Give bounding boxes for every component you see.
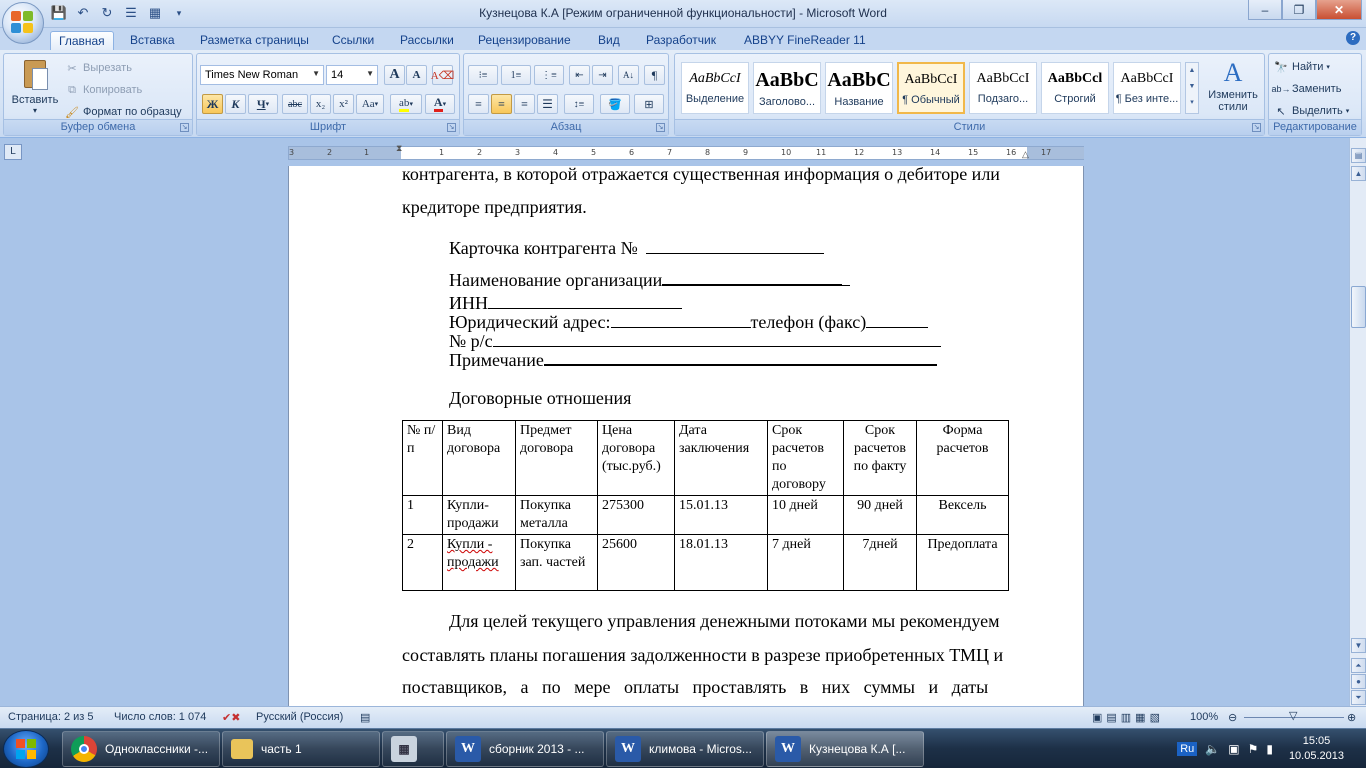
line-spacing-icon: ↕≡ — [573, 98, 585, 110]
note-label: Примечание — [449, 350, 544, 370]
doc-line: кредиторе предприятия. — [402, 197, 587, 217]
window-title: Кузнецова К.А [Режим ограниченной функциональности] - Microsoft Word — [479, 6, 887, 20]
ruler-tick: 7 — [667, 148, 673, 157]
ruler-tick: 10 — [781, 148, 792, 157]
style-name: Выделение — [685, 93, 745, 105]
ruler-tick: 4 — [553, 148, 559, 157]
cursor-icon: ↖ — [1276, 105, 1286, 118]
ruler-tick: 2 — [327, 148, 333, 157]
highlight-button[interactable] — [390, 94, 422, 114]
taskbar-item-label: Одноклассники -... — [105, 742, 209, 756]
table-cell: 1 — [403, 496, 443, 535]
table-cell: 275300 — [598, 496, 675, 535]
paragraph-group-label: Абзац — [464, 119, 668, 135]
close-button[interactable]: ✕ — [1316, 0, 1362, 20]
contracts-table[interactable] — [402, 420, 1009, 591]
increase-indent-icon: ⇥ — [598, 69, 607, 81]
editing-group-label: Редактирование — [1269, 119, 1361, 135]
word-icon: W — [615, 736, 641, 762]
font-dialog-launcher-icon[interactable]: ↘ — [448, 124, 455, 131]
scroll-down-button[interactable]: ▼ — [1351, 638, 1366, 653]
taskbar-item-folder[interactable] — [222, 731, 380, 767]
word-icon: W — [775, 736, 801, 762]
document-area[interactable] — [0, 166, 1349, 706]
fill-line — [866, 314, 928, 328]
card-title: Карточка контрагента № — [449, 238, 638, 258]
ruler-tick: 16 — [1006, 148, 1017, 157]
calculator-icon: ▦ — [391, 736, 417, 762]
doc-line: составлять планы погашения задолженности в разрезе приобретенных ТМЦ и — [402, 645, 1004, 665]
chevron-down-icon: ▾ — [442, 100, 447, 108]
next-page-button[interactable]: ⏷ — [1351, 690, 1366, 705]
ruler-right-margin — [1027, 147, 1084, 159]
find-label: Найти — [1292, 61, 1324, 73]
tab-selector[interactable]: L — [4, 144, 22, 160]
clear-formatting-icon: A⌫ — [430, 69, 455, 82]
address-line — [449, 312, 928, 333]
taskbar-item-label: сборник 2013 - ... — [489, 742, 585, 756]
font-name-combo[interactable] — [200, 65, 324, 85]
folder-icon — [231, 739, 253, 759]
taskbar-item-label: часть 1 — [261, 742, 302, 756]
style-sample: AaBbCcI — [904, 72, 958, 87]
header-cell: Предмет договора — [516, 421, 598, 496]
fill-line — [646, 240, 824, 254]
paste-label: Вставить — [11, 94, 59, 106]
tab-home[interactable]: Главная — [50, 31, 114, 50]
font-group-label: Шрифт — [197, 119, 459, 135]
table-header-row — [403, 421, 1009, 496]
ruler-tick: 13 — [892, 148, 903, 157]
language-indicator[interactable]: Ru — [1177, 742, 1197, 756]
select-button[interactable] — [1273, 103, 1349, 119]
font-size-combo[interactable] — [326, 65, 378, 85]
redo-icon[interactable]: ↻ — [101, 5, 113, 20]
fill-line — [544, 352, 937, 366]
tab-page-layout[interactable]: Разметка страницы — [200, 33, 309, 47]
justify-icon: ☰ — [542, 96, 553, 111]
style-name: Строгий — [1054, 93, 1096, 105]
header-cell: № п/п — [403, 421, 443, 496]
align-left-button[interactable] — [468, 94, 489, 114]
table-icon[interactable]: ▦ — [148, 5, 162, 20]
taskbar-item-calculator[interactable] — [382, 731, 444, 767]
fill-line — [488, 295, 682, 309]
style-sample: AaBbC — [827, 69, 891, 91]
tab-insert[interactable]: Вставка — [130, 33, 175, 47]
change-styles-icon: A — [1223, 58, 1243, 87]
decrease-indent-icon: ⇤ — [575, 69, 584, 81]
italic-button[interactable] — [225, 94, 246, 114]
doc-line: контрагента, в которой отражается существенная информация о дебиторе или — [402, 166, 1000, 184]
paragraph-dialog-launcher-icon[interactable]: ↘ — [657, 124, 664, 131]
numbering-list-icon: 1≡ — [510, 69, 522, 81]
language[interactable]: Русский (Россия) — [256, 711, 344, 723]
find-button[interactable] — [1273, 59, 1330, 75]
underline-label: Ч — [256, 96, 266, 111]
scroll-thumb[interactable] — [1351, 286, 1366, 328]
zoom-level[interactable]: 100% — [1190, 711, 1219, 723]
window-controls — [1248, 0, 1362, 20]
vertical-scrollbar[interactable] — [1349, 138, 1366, 706]
font-name-value: Times New Roman — [205, 69, 299, 81]
superscript-label: x² — [339, 98, 348, 110]
status-bar — [0, 706, 1366, 728]
bold-label: Ж — [206, 96, 219, 111]
save-icon[interactable]: 💾 — [50, 5, 68, 20]
font-color-icon: A — [434, 96, 443, 112]
clear-formatting-button[interactable] — [432, 65, 453, 85]
clipboard-dialog-launcher-icon[interactable]: ↘ — [181, 124, 188, 131]
cut-label: Вырезать — [83, 62, 132, 74]
style-emphasis[interactable] — [681, 62, 749, 114]
scissors-icon: ✂ — [67, 62, 77, 75]
justify-button[interactable] — [537, 94, 558, 114]
word-count[interactable]: Число слов: 1 074 — [114, 711, 207, 723]
copy-button[interactable] — [64, 82, 142, 98]
grow-font-button[interactable] — [384, 65, 405, 85]
tab-developer[interactable]: Разработчик — [646, 33, 716, 47]
previous-page-button[interactable]: ⏶ — [1351, 658, 1366, 673]
zoom-in-icon[interactable]: ⊕ — [1347, 712, 1357, 724]
zoom-thumb[interactable]: ▽ — [1289, 710, 1298, 722]
maximize-button[interactable]: ❐ — [1282, 0, 1316, 20]
multilevel-list-button[interactable] — [534, 65, 564, 85]
table-cell: 10 дней — [768, 496, 844, 535]
style-strong[interactable] — [1041, 62, 1109, 114]
align-right-button[interactable] — [514, 94, 535, 114]
taskbar-item-word-2[interactable] — [606, 731, 764, 767]
ruler-tick: 3 — [289, 148, 295, 157]
macro-recording-icon[interactable]: ▤ — [360, 712, 371, 724]
styles-scroll[interactable]: ▲ ▼ ▾ — [1185, 62, 1199, 114]
style-name: Подзаго... — [977, 93, 1029, 105]
word-icon: W — [455, 736, 481, 762]
undo-icon[interactable]: ↶ — [77, 5, 89, 20]
ruler-tick: 11 — [816, 148, 827, 157]
style-title[interactable] — [825, 62, 893, 114]
copy-label: Копировать — [83, 84, 143, 96]
doc-line: поставщиков, а по мере оплаты проставлять в них суммы и даты — [402, 677, 989, 697]
ruler-tick: 5 — [591, 148, 597, 157]
table-cell: Предоплата — [917, 535, 1009, 591]
styles-group — [674, 53, 1265, 136]
subscript-button[interactable] — [310, 94, 331, 114]
fill-line — [662, 272, 842, 286]
borders-icon: ⊞ — [644, 98, 654, 111]
table-cell: 90 дней — [844, 496, 917, 535]
clipboard-group — [3, 53, 193, 136]
org-name-label: Наименование организации — [449, 270, 663, 290]
table-cell: 25600 — [598, 535, 675, 591]
font-size-value: 14 — [331, 69, 344, 81]
style-name: ¶ Обычный — [902, 94, 960, 106]
paste-dropdown-icon: ▾ — [32, 106, 37, 115]
signal-icon[interactable]: ▮ — [1266, 742, 1273, 756]
font-group — [196, 53, 460, 136]
contracts-heading: Договорные отношения — [449, 388, 632, 408]
ruler-tick: 17 — [1041, 148, 1052, 157]
multilevel-list-icon: ⋮≡ — [541, 69, 557, 81]
ruler-row — [0, 138, 1366, 166]
fill-line — [611, 314, 751, 328]
org-name-line — [449, 270, 850, 291]
table-cell: 2 — [403, 535, 443, 591]
network-icon[interactable]: ▣ — [1228, 742, 1240, 756]
shrink-font-button[interactable] — [406, 65, 427, 85]
paintbrush-icon: 🖌 — [65, 106, 79, 119]
table-cell: Вексель — [917, 496, 1009, 535]
view-buttons[interactable]: ▣▤▥▦▧ — [1092, 712, 1164, 724]
change-case-button[interactable] — [356, 94, 384, 114]
style-name: Название — [834, 96, 884, 108]
paint-bucket-icon: 🪣 — [608, 98, 622, 111]
taskbar-item-word-3[interactable] — [766, 731, 924, 767]
shading-button[interactable] — [600, 94, 630, 114]
minimize-button[interactable]: – — [1248, 0, 1282, 20]
table-cell: Покупка металла — [516, 496, 598, 535]
title-bar — [0, 0, 1366, 28]
ruler-tick: 1 — [364, 148, 370, 157]
paste-button[interactable] — [8, 58, 62, 114]
align-center-button[interactable] — [491, 94, 512, 114]
ruler-tick: 9 — [743, 148, 749, 157]
indent-marker-icon[interactable]: ⧗ — [396, 143, 403, 153]
chevron-down-icon: ▾ — [409, 100, 413, 108]
style-sample: AaBbCcI — [689, 71, 741, 86]
ribbon-tabs — [0, 28, 1366, 50]
select-label: Выделить — [1292, 105, 1343, 117]
start-button[interactable] — [3, 730, 49, 768]
style-sample: AaBbC — [755, 69, 819, 91]
taskbar-item-chrome[interactable] — [62, 731, 220, 767]
doc-line: Для целей текущего управления денежными потоками мы рекомендуем — [449, 611, 1000, 631]
bullets-icon: ⁝≡ — [478, 69, 488, 81]
page[interactable] — [288, 166, 1084, 706]
tab-mailings[interactable]: Рассылки — [400, 33, 454, 47]
italic-label: К — [231, 96, 240, 111]
right-indent-marker-icon[interactable]: △ — [1022, 149, 1029, 159]
sort-icon: A↓ — [623, 70, 634, 80]
page-count[interactable]: Страница: 2 из 5 — [8, 711, 94, 723]
format-painter-label: Формат по образцу — [83, 106, 182, 118]
numbering-icon[interactable]: ☰ — [125, 5, 137, 20]
header-cell: Срок расчетов по факту — [844, 421, 917, 496]
volume-icon[interactable]: 🔈 — [1205, 742, 1221, 756]
styles-group-label: Стили — [675, 119, 1264, 135]
scroll-up-button[interactable]: ▲ — [1351, 166, 1366, 181]
tab-references[interactable]: Ссылки — [332, 33, 375, 47]
align-center-icon: ≡ — [498, 96, 505, 111]
style-no-spacing[interactable] — [1113, 62, 1181, 114]
align-left-icon: ≡ — [475, 96, 482, 111]
paragraph-group — [463, 53, 669, 136]
replace-icon: ab→ — [1271, 84, 1291, 94]
header-cell: Срок расчетов по договору — [768, 421, 844, 496]
header-cell: Дата заключения — [675, 421, 768, 496]
style-heading[interactable] — [753, 62, 821, 114]
copy-icon: ⧉ — [68, 83, 76, 96]
strikethrough-button[interactable] — [282, 94, 308, 114]
ribbon — [0, 50, 1366, 138]
ruler-tick: 6 — [629, 148, 635, 157]
system-tray — [1177, 729, 1366, 768]
bold-button[interactable] — [202, 94, 223, 114]
underline-button[interactable] — [248, 94, 278, 114]
taskbar-item-label: климова - Micros... — [649, 742, 752, 756]
paste-icon — [20, 58, 50, 92]
style-sample: AaBbCcI — [1120, 71, 1174, 86]
note-line — [449, 350, 937, 371]
grow-font-label: A — [389, 67, 400, 82]
format-painter-button[interactable] — [64, 104, 182, 120]
subscript-label: x₂ — [315, 98, 326, 110]
highlighter-icon: ab — [399, 97, 409, 112]
fill-line — [493, 333, 941, 347]
style-normal[interactable] — [897, 62, 965, 114]
table-row — [403, 496, 1009, 535]
ruler-left-margin — [289, 147, 401, 159]
table-cell: 7дней — [844, 535, 917, 591]
superscript-button[interactable] — [333, 94, 354, 114]
card-title-line — [449, 238, 824, 259]
chevron-down-icon: ▾ — [265, 100, 270, 108]
chrome-icon — [71, 736, 97, 762]
sort-button[interactable] — [618, 65, 639, 85]
ruler-tick: 12 — [854, 148, 865, 157]
editing-group — [1268, 53, 1362, 136]
header-cell: Форма расчетов — [917, 421, 1009, 496]
chevron-down-icon: ▾ — [374, 100, 379, 108]
browse-object-button[interactable]: ● — [1351, 674, 1366, 689]
ruler-tick: 1 — [439, 148, 445, 157]
inn-line — [449, 293, 682, 314]
decrease-indent-button[interactable] — [569, 65, 590, 85]
clipboard-group-label: Буфер обмена — [4, 119, 192, 135]
table-row — [403, 535, 1009, 591]
ruler-tick: 15 — [968, 148, 979, 157]
taskbar-item-word-1[interactable] — [446, 731, 604, 767]
change-styles-button[interactable] — [1203, 58, 1263, 113]
tab-abbyy[interactable]: ABBYY FineReader 11 — [744, 33, 866, 47]
spelling-check-icon[interactable]: ✔✖ — [222, 712, 241, 724]
ruler-tick: 8 — [705, 148, 711, 157]
ruler-toggle-icon[interactable]: ▤ — [1351, 148, 1366, 163]
style-name: Заголово... — [758, 96, 816, 108]
table-cell: 18.01.13 — [675, 535, 768, 591]
replace-label: Заменить — [1292, 83, 1342, 95]
inn-label: ИНН — [449, 293, 488, 313]
bullets-button[interactable] — [468, 65, 498, 85]
styles-dialog-launcher-icon[interactable]: ↘ — [1253, 124, 1260, 131]
account-line — [449, 331, 941, 352]
style-subtitle[interactable] — [969, 62, 1037, 114]
zoom-out-icon[interactable]: ⊖ — [1228, 712, 1238, 724]
fill-line — [842, 272, 850, 286]
line-spacing-button[interactable] — [564, 94, 594, 114]
ruler-tick: 3 — [515, 148, 521, 157]
clock[interactable] — [1289, 734, 1344, 764]
phone-label: телефон (факс) — [750, 312, 867, 332]
table-cell: Купли - продажи — [443, 535, 516, 591]
style-sample: AaBbCcl — [1047, 71, 1103, 86]
cut-button[interactable] — [64, 60, 132, 76]
ruler-tick: 14 — [930, 148, 941, 157]
taskbar — [0, 728, 1366, 768]
office-logo-icon — [11, 11, 35, 35]
table-cell: 7 дней — [768, 535, 844, 591]
windows-logo-icon — [16, 739, 36, 759]
style-sample: AaBbCcI — [976, 71, 1030, 86]
account-label: № р/с — [449, 331, 493, 351]
binoculars-icon: 🔭 — [1274, 61, 1288, 74]
customize-icon[interactable]: ▾ — [176, 7, 182, 18]
replace-button[interactable] — [1273, 81, 1341, 97]
change-styles-label: Изменить стили — [1208, 89, 1258, 113]
shrink-font-label: A — [412, 69, 421, 81]
header-cell: Цена договора (тыс.руб.) — [598, 421, 675, 496]
font-color-button[interactable] — [425, 94, 455, 114]
chevron-down-icon: ▼ — [312, 69, 320, 78]
change-case-label: Aa — [361, 98, 375, 110]
pilcrow-icon: ¶ — [651, 67, 658, 82]
taskbar-item-label: Кузнецова К.А [... — [809, 742, 906, 756]
tab-view[interactable]: Вид — [598, 33, 620, 47]
ruler-tick: 2 — [477, 148, 483, 157]
align-right-icon: ≡ — [521, 96, 528, 111]
numbering-button[interactable] — [501, 65, 531, 85]
chevron-down-icon: ▾ — [1345, 108, 1350, 115]
header-cell: Вид договора — [443, 421, 516, 496]
table-cell: 15.01.13 — [675, 496, 768, 535]
chevron-down-icon: ▼ — [366, 69, 374, 78]
show-marks-button[interactable] — [644, 65, 665, 85]
borders-button[interactable] — [634, 94, 664, 114]
horizontal-ruler[interactable] — [288, 143, 1084, 160]
tab-review[interactable]: Рецензирование — [478, 33, 571, 47]
office-button[interactable] — [2, 2, 44, 44]
legal-address-label: Юридический адрес: — [449, 312, 611, 332]
flag-icon[interactable]: ⚑ — [1247, 742, 1259, 756]
increase-indent-button[interactable] — [592, 65, 613, 85]
table-cell: Покупка зап. частей — [516, 535, 598, 591]
clock-time: 15:05 — [1302, 735, 1331, 747]
help-icon[interactable]: ? — [1346, 31, 1360, 45]
strikethrough-label: abc — [288, 98, 302, 110]
chevron-down-icon: ▾ — [1326, 64, 1330, 71]
clock-date: 10.05.2013 — [1288, 750, 1344, 762]
style-name: ¶ Без инте... — [1115, 93, 1179, 105]
table-cell: Купли-продажи — [443, 496, 516, 535]
